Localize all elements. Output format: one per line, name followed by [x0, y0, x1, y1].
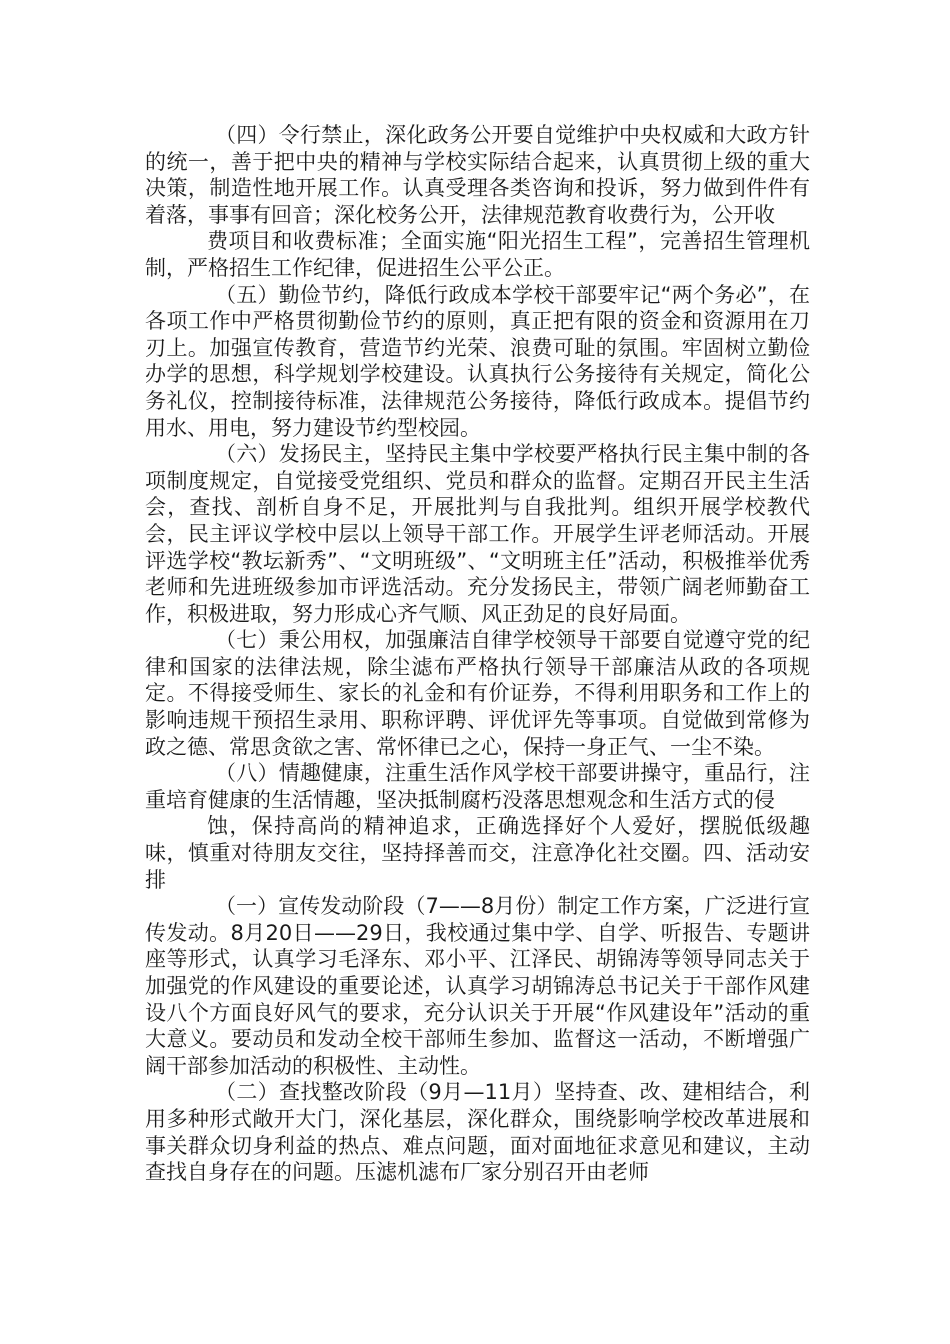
paragraph-stage-1: （一）宣传发动阶段（7——8月份）制定工作方案，广泛进行宣传发动。8月20日——29日，我校通过集中学、自学、听报告、专题讲座等形式，认真学习毛泽东、邓小平、江泽民、胡锦涛等领导同志关于加强党的作风建设的重要论述，认真学习胡锦涛总书记关于干部作风建设八个方面良好风气的要求，充分认识关于开展“作风建设年”活动的重大意义。要动员和发动全校干部师生参加、监督这一活动，不断增强广阔干部参加活动的积极性、主动性。: [145, 894, 810, 1078]
document-body: [145, 122, 810, 1186]
paragraph-4-continued: 费项目和收费标准；全面实施“阳光招生工程”，完善招生管理机制，严格招生工作纪律，促进招生公平公正。: [145, 229, 810, 280]
paragraph-8-open: （八）情趣健康，注重生活作风学校干部要讲操守，重品行，注重培育健康的生活情趣，坚决抵制腐朽没落思想观念和生活方式的侵: [145, 761, 810, 812]
paragraph-4-open: （四）令行禁止，深化政务公开要自觉维护中央权威和大政方针的统一，善于把中央的精神与学校实际结合起来，认真贯彻上级的重大决策，制造性地开展工作。认真受理各类咨询和投诉，努力做到件件有着落，事事有回音；深化校务公开，法律规范教育收费行为，公开收: [145, 123, 810, 227]
paragraph-7: （七）秉公用权，加强廉洁自律学校领导干部要自觉遵守党的纪律和国家的法律法规，除尘滤布严格执行领导干部廉洁从政的各项规定。不得接受师生、家长的礼金和有价证券，不得利用职务和工作上的影响违规干预招生录用、职称评聘、评优评先等事项。自觉做到常修为政之德、常思贪欲之害、常怀律已之心，保持一身正气、一尘不染。: [145, 628, 810, 759]
paragraph-6: （六）发扬民主，坚持民主集中学校要严格执行民主集中制的各项制度规定，自觉接受党组织、党员和群众的监督。定期召开民主生活会，查找、剖析自身不足，开展批判与自我批判。组织开展学校教代会，民主评议学校中层以上领导干部工作。开展学生评老师活动。开展评选学校“教坛新秀”、“文明班级”、“文明班主任”活动，积极推举优秀老师和先进班级参加市评选活动。充分发扬民主，带领广阔老师勤奋工作，积极进取，努力形成心齐气顺、风正劲足的良好局面。: [145, 442, 810, 626]
paragraph-5: （五）勤俭节约，降低行政成本学校干部要牢记“两个务必”，在各项工作中严格贯彻勤俭节约的原则，真正把有限的资金和资源用在刀刃上。加强宣传教育，营造节约光荣、浪费可耻的氛围。牢固树立勤俭办学的思想，科学规划学校建设。认真执行公务接待有关规定，简化公务礼仪，控制接待标准，法律规范公务接待，降低行政成本。提倡节约用水、用电，努力建设节约型校园。: [145, 282, 810, 440]
paragraph-stage-2: （二）查找整改阶段（9月—11月）坚持查、改、建相结合，利用多种形式敞开大门，深化基层，深化群众，围绕影响学校改革进展和事关群众切身利益的热点、难点问题，面对面地征求意见和建议，主动查找自身存在的问题。压滤机滤布厂家分别召开由老师: [145, 1080, 810, 1185]
paragraph-8-continued: 蚀，保持高尚的精神追求，正确选择好个人爱好，摆脱低级趣味，慎重对待朋友交往，坚持择善而交，注意净化社交圈。四、活动安排: [145, 814, 810, 892]
